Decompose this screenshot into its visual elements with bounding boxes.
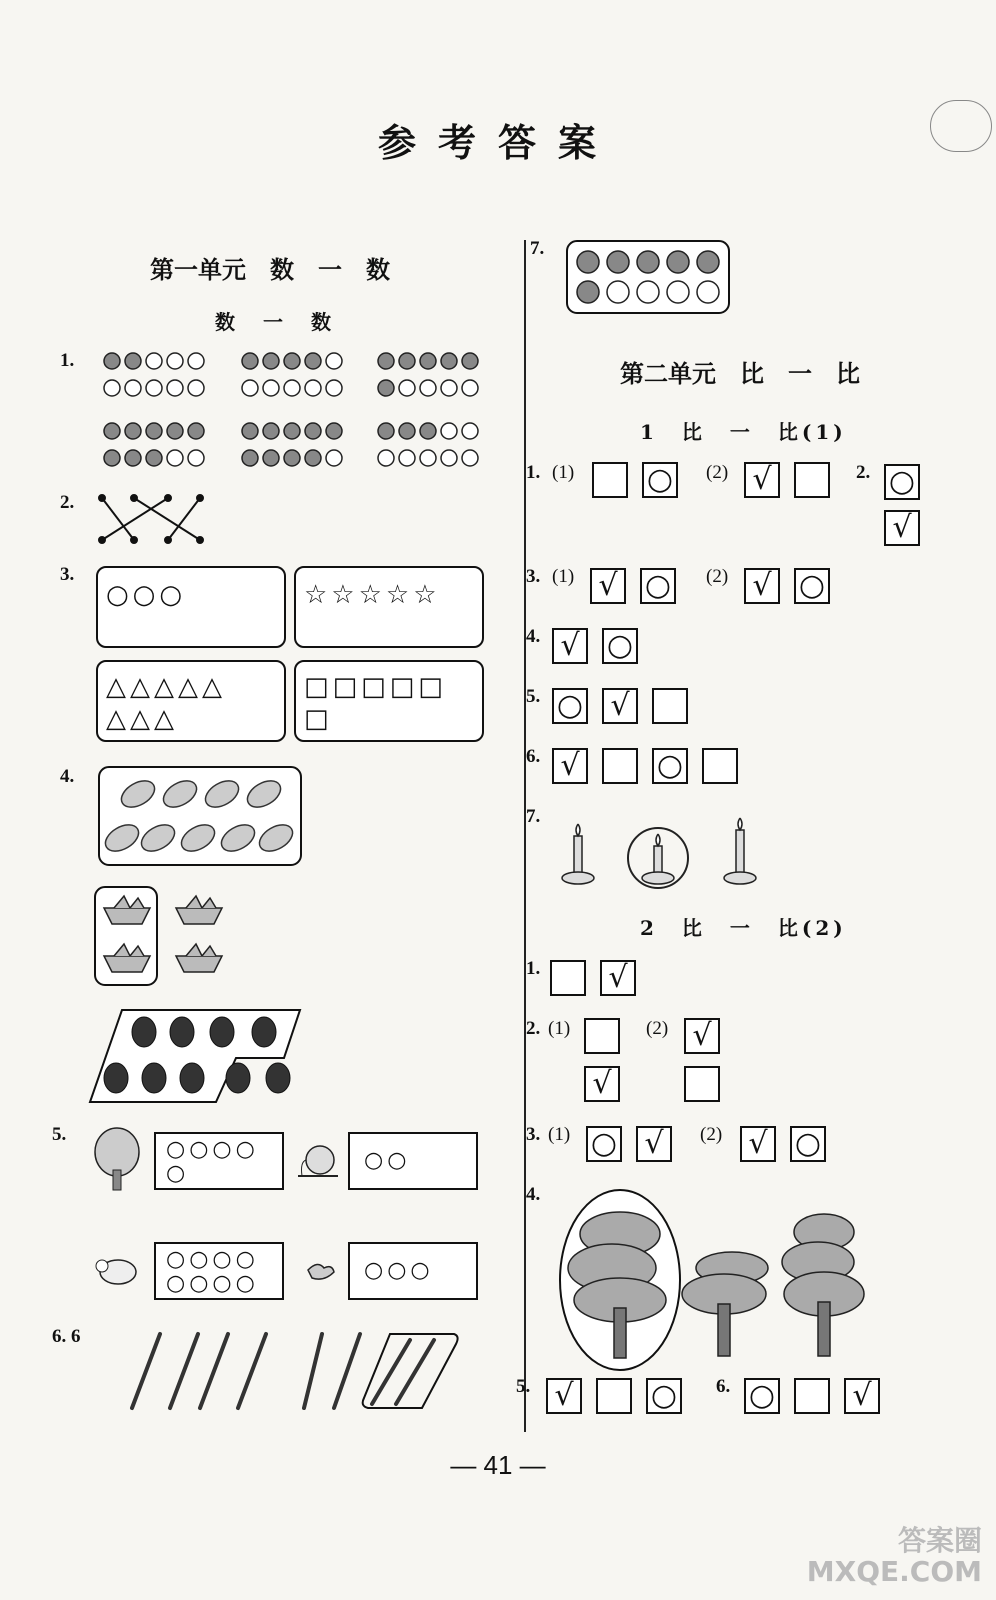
s2-q2-part-1-label: (1) [548,1018,571,1039]
s1-q3-p1-box-2: ○ [640,568,676,604]
s1-q3-p1-box-1: √ [590,568,626,604]
s1-question-5-number: 5. [526,686,541,707]
filled-dot [637,251,659,273]
section-1-title: 1 比 一 比(1) [640,420,847,444]
s1-q3-part-1-label: (1) [552,566,575,587]
s2-q3-p1-box-2: √ [636,1126,672,1162]
s2-q2-p1-box-1 [584,1018,620,1054]
filled-dot [125,353,141,369]
question-6-number: 6. 6 [52,1326,81,1347]
s2-q5-box-3: ○ [646,1378,682,1414]
circles-box [96,566,286,648]
filled-dot [326,423,342,439]
filled-dot [284,353,300,369]
filled-dot [146,450,162,466]
s1-question-4-number: 4. [526,626,541,647]
s1-q3-part-2-label: (2) [706,566,729,587]
square-shapes-row2: □ [304,704,333,734]
s1-q2-box-1: ○ [884,464,920,500]
empty-dot [188,353,204,369]
s2-question-4-number: 4. [526,1184,541,1205]
filled-dot [125,450,141,466]
empty-dot [667,281,689,303]
s1-q1-part-1-label: (1) [552,462,575,483]
triangle-shapes-row2: △△△ [106,704,178,734]
empty-dot [263,380,279,396]
empty-dot [167,353,183,369]
s1-q4-box-1: √ [552,628,588,664]
s2-q3-p2-box-2: ○ [790,1126,826,1162]
filled-dot [577,251,599,273]
s2-q5-box-2 [596,1378,632,1414]
empty-dot [462,380,478,396]
empty-dot [305,380,321,396]
snail-circles-box [348,1132,478,1190]
filled-dot [378,380,394,396]
s2-q6-box-3: √ [844,1378,880,1414]
section-title-count: 数 一 数 [215,310,335,334]
tree-circles: ○○○○ ○ [166,1137,259,1186]
s2-q6-box-1: ○ [744,1378,780,1414]
square-shapes: □□□□□ [304,672,447,702]
empty-dot [637,281,659,303]
empty-dot [146,380,162,396]
question-4-number: 4. [60,766,75,787]
empty-dot [326,380,342,396]
s2-q3-p2-box-1: √ [740,1126,776,1162]
filled-dot [399,423,415,439]
filled-dot [125,423,141,439]
filled-dot [284,450,300,466]
empty-dot [146,353,162,369]
s2-q3-part-1-label: (1) [548,1124,571,1145]
s1-q6-box-4 [702,748,738,784]
empty-dot [242,380,258,396]
s2-q2-p2-box-2 [684,1066,720,1102]
s1-q5-box-1: ○ [552,688,588,724]
tree-icon [92,1126,142,1192]
s1-q6-box-2 [602,748,638,784]
s2-question-2-number: 2. [526,1018,541,1039]
empty-dot [462,450,478,466]
filled-dot [188,423,204,439]
empty-dot [284,380,300,396]
s1-question-2-number: 2. [856,462,871,483]
s1-q3-p2-box-2: ○ [794,568,830,604]
filled-dot [378,353,394,369]
trees-icon [556,1188,866,1372]
empty-dot [378,450,394,466]
empty-dot [326,450,342,466]
column-divider [524,240,526,1432]
empty-dot [167,450,183,466]
candles-icon [560,818,780,890]
filled-dot [167,423,183,439]
filled-dot [305,353,321,369]
filled-dot [607,251,629,273]
page-title: 参考答案 [377,121,618,165]
s1-question-1-number: 1. [526,462,541,483]
empty-dot [420,380,436,396]
circle-shapes: ○○○ [106,580,187,610]
filled-dot [104,450,120,466]
question-4-corn-group-icon [98,766,302,866]
empty-dot [399,450,415,466]
section-2-title: 2 比 一 比(2) [640,916,847,940]
s1-q1-p2-box-2 [794,462,830,498]
s1-q2-box-2: √ [884,510,920,546]
question-6-sticks-icon [120,1330,460,1412]
bird-icon [304,1258,336,1286]
filled-dot [462,353,478,369]
s1-q3-p2-box-1: √ [744,568,780,604]
filled-dot [263,450,279,466]
watermark-logo: 答案圈 MXQE.COM [806,1524,982,1589]
star-shapes: ☆☆☆☆☆ [304,580,441,610]
ten-frame-dots [566,240,732,316]
filled-dot [420,423,436,439]
empty-dot [607,281,629,303]
s2-q2-p2-box-1: √ [684,1018,720,1054]
filled-dot [242,353,258,369]
empty-dot [462,423,478,439]
s1-q5-box-3 [652,688,688,724]
triangle-shapes: △△△△△ [106,672,226,702]
question-5-number: 5. [52,1124,67,1145]
strawberries-group-icon [88,1008,302,1104]
filled-dot [420,353,436,369]
empty-dot [188,450,204,466]
filled-dot [697,251,719,273]
filled-dot [305,423,321,439]
empty-dot [441,450,457,466]
boats-group-icon [94,886,234,986]
empty-dot [420,450,436,466]
unit1-title: 第一单元 数 一 数 [150,255,390,284]
s2-question-5-number: 5. [516,1376,531,1397]
sheep-circles-box [154,1242,284,1300]
s1-q1-p2-box-1: √ [744,462,780,498]
question-2-number: 2. [60,492,75,513]
filled-dot [378,423,394,439]
filled-dot [263,423,279,439]
squares-box [294,660,484,742]
empty-dot [326,353,342,369]
s1-q1-part-2-label: (2) [706,462,729,483]
filled-dot [577,281,599,303]
question-1-number: 1. [60,350,75,371]
filled-dot [667,251,689,273]
empty-dot [441,380,457,396]
filled-dot [104,353,120,369]
filled-dot [305,450,321,466]
s1-question-6-number: 6. [526,746,541,767]
filled-dot [242,423,258,439]
s1-q5-box-2: √ [602,688,638,724]
unit1-question-7-number: 7. [530,238,545,259]
s2-q5-box-1: √ [546,1378,582,1414]
s1-q4-box-2: ○ [602,628,638,664]
s2-q3-p1-box-1: ○ [586,1126,622,1162]
snail-icon [294,1140,342,1180]
empty-dot [441,423,457,439]
sheep-circles: ○○○○ ○○○○ [166,1247,259,1296]
question-2-cross-lines [96,494,206,546]
filled-dot [146,423,162,439]
filled-dot [399,353,415,369]
empty-dot [697,281,719,303]
s1-q6-box-3: ○ [652,748,688,784]
page-number: — 41 — [450,1450,546,1480]
bird-circles: ○○○ [364,1258,434,1283]
s1-question-7-number: 7. [526,806,541,827]
tree-circles-box [154,1132,284,1190]
empty-dot [188,380,204,396]
filled-dot [441,353,457,369]
s2-q1-box-1 [550,960,586,996]
stars-box [294,566,484,648]
snail-circles: ○○ [364,1148,411,1173]
s1-q1-p1-box-2: ○ [642,462,678,498]
s2-question-3-number: 3. [526,1124,541,1145]
empty-dot [125,380,141,396]
s2-q3-part-2-label: (2) [700,1124,723,1145]
s1-q6-box-1: √ [552,748,588,784]
s1-question-3-number: 3. [526,566,541,587]
filled-dot [242,450,258,466]
sheep-icon [94,1254,140,1290]
question-3-number: 3. [60,564,75,585]
empty-dot [104,380,120,396]
s1-q1-p1-box-1 [592,462,628,498]
filled-dot [104,423,120,439]
s2-q1-box-2: √ [600,960,636,996]
triangles-box [96,660,286,742]
unit2-title: 第二单元 比 一 比 [620,359,860,388]
s2-q2-p1-box-2: √ [584,1066,620,1102]
s2-q6-box-2 [794,1378,830,1414]
empty-dot [167,380,183,396]
s2-question-1-number: 1. [526,958,541,979]
filled-dot [263,353,279,369]
filled-dot [284,423,300,439]
s2-q2-part-2-label: (2) [646,1018,669,1039]
bird-circles-box [348,1242,478,1300]
s2-question-6-number: 6. [716,1376,731,1397]
empty-dot [399,380,415,396]
